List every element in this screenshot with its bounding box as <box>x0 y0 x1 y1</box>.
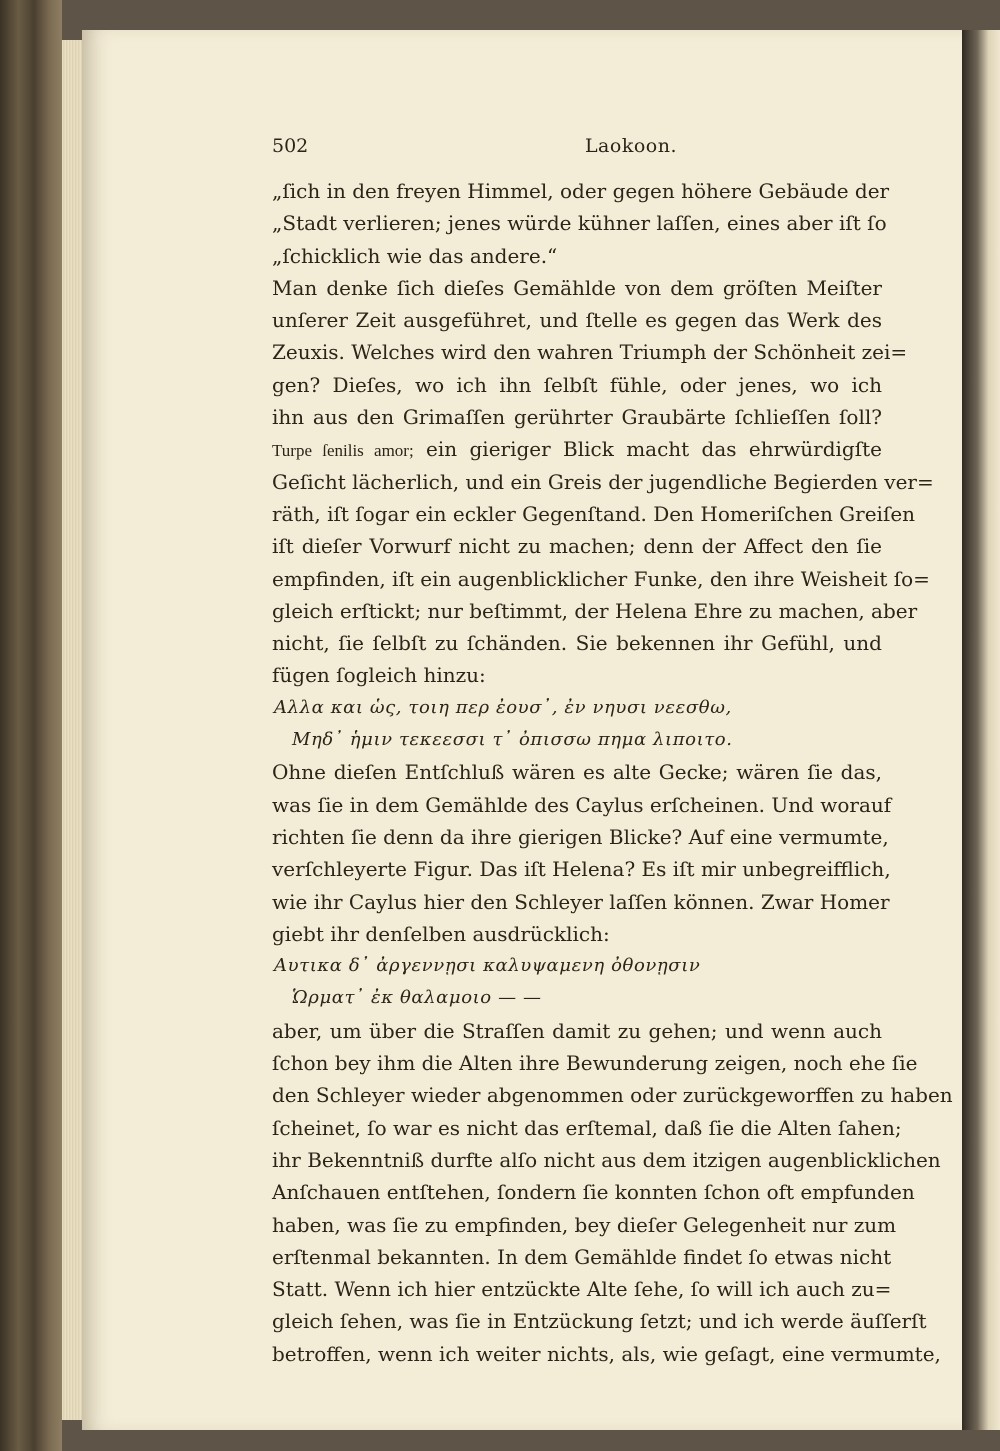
book-spine <box>0 0 62 1451</box>
text-line: empfinden, iſt ein augenblicklicher Funke, den ihre Weisheit ſo= <box>272 566 930 591</box>
text-line: „ſich in den freyen Himmel, oder gegen höhere Gebäude der <box>272 179 890 203</box>
text-line: haben, was ſie zu empfinden, bey dieſer Gelegenheit nur zum <box>272 1212 897 1237</box>
greek-verse: Ὡρματ᾽ ἐκ θαλαμοιο — — <box>292 987 542 1009</box>
text-line-rest: ein gieriger Blick macht das ehrwürdigſte <box>413 437 883 462</box>
facing-page-edge <box>962 30 1000 1430</box>
text-line: aber, um über die Straſſen damit zu gehen; und wenn auch <box>272 1018 882 1043</box>
text-line: ihr Bekenntniß durfte alſo nicht aus dem itzigen augenblicklichen <box>272 1147 941 1172</box>
text-line: Anſchauen entſtehen, ſondern ſie konnten ſchon oft empfunden <box>272 1180 915 1205</box>
page-text <box>272 135 953 1370</box>
text-line: ihn aus den Grimaſſen gerührter Graubärte ſchlieſſen ſoll? <box>272 405 882 430</box>
text-line: verſchleyerte Figur. Das iſt Helena? Es iſt mir unbegreifflich, <box>272 857 891 882</box>
page-stack-edge <box>62 40 82 1420</box>
text-line: ſchon bey ihm die Alten ihre Bewunderung zeigen, noch ehe ſie <box>272 1051 918 1076</box>
text-line: was ſie in dem Gemählde des Caylus erſcheinen. Und worauf <box>272 792 892 817</box>
text-line: giebt ihr denſelben ausdrücklich: <box>272 921 610 946</box>
latin-quote: Turpe ſenilis amor; <box>272 441 414 461</box>
greek-verse: Αλλα και ὡς, τοιη περ ἐουσ᾽, ἐν νηυσι νεεσθω, <box>274 696 732 718</box>
text-line: Ohne dieſen Entſchluß wären es alte Gecke; wären ſie das, <box>272 760 882 785</box>
text-line: wie ihr Caylus hier den Schleyer laſſen können. Zwar Homer <box>272 889 890 914</box>
text-line: iſt dieſer Vorwurf nicht zu machen; denn der Affect den ſie <box>272 534 882 559</box>
text-line: Zeuxis. Welches wird den wahren Triumph der Schönheit zei= <box>272 340 908 365</box>
text-line: gleich ſehen, was ſie in Entzückung ſetzt; und ich werde äuſſerſt <box>272 1309 927 1334</box>
text-line: erſtenmal bekannten. In dem Gemählde findet ſo etwas nicht <box>272 1244 892 1269</box>
page-number: 502 <box>272 135 309 157</box>
text-line: gen? Dieſes, wo ich ihn ſelbſt fühle, oder jenes, wo ich <box>272 372 882 397</box>
text-line: gleich erſtickt; nur beſtimmt, der Helena Ehre zu machen, aber <box>272 598 918 623</box>
running-header <box>272 135 882 175</box>
text-line: „Stadt verlieren; jenes würde kühner laſſen, eines aber iſt ſo <box>272 211 887 236</box>
running-title: Laokoon. <box>584 135 677 157</box>
text-line: Statt. Wenn ich hier entzückte Alte ſehe, ſo will ich auch zu= <box>272 1277 892 1302</box>
text-line: ſcheinet, ſo war es nicht das erſtemal, daß ſie die Alten ſahen; <box>272 1115 902 1140</box>
text-line: richten ſie denn da ihre gierigen Blicke? Auf eine vermumte, <box>272 824 889 849</box>
text-line: Geſicht lächerlich, und ein Greis der jugendliche Begierden ver= <box>272 469 934 494</box>
text-line: den Schleyer wieder abgenommen oder zurückgeworffen zu haben <box>272 1083 953 1108</box>
text-line: unſerer Zeit ausgeführet, und ſtelle es gegen das Werk des <box>272 308 882 333</box>
text-line: Man denke ſich dieſes Gemählde von dem gröſten Meiſter <box>272 275 882 300</box>
text-line: „ſchicklich wie das andere.“ <box>272 243 558 268</box>
text-line: räth, iſt ſogar ein eckler Gegenſtand. Den Homeriſchen Greiſen <box>272 501 916 526</box>
text-line <box>272 433 882 465</box>
greek-verse: Αυτικα δ᾽ ἀργεννῃσι καλυψαμενη ὀθονῃσιν <box>274 955 701 977</box>
greek-verse: Μηδ᾽ ἡμιν τεκεεσσι τ᾽ ὀπισσω πημα λιποιτο. <box>292 729 733 751</box>
text-line: nicht, ſie ſelbſt zu ſchänden. Sie bekennen ihr Gefühl, und <box>272 631 882 656</box>
text-line: fügen ſogleich hinzu: <box>272 663 486 688</box>
text-line: betroffen, wenn ich weiter nichts, als, wie geſagt, eine vermumte, <box>272 1341 941 1366</box>
